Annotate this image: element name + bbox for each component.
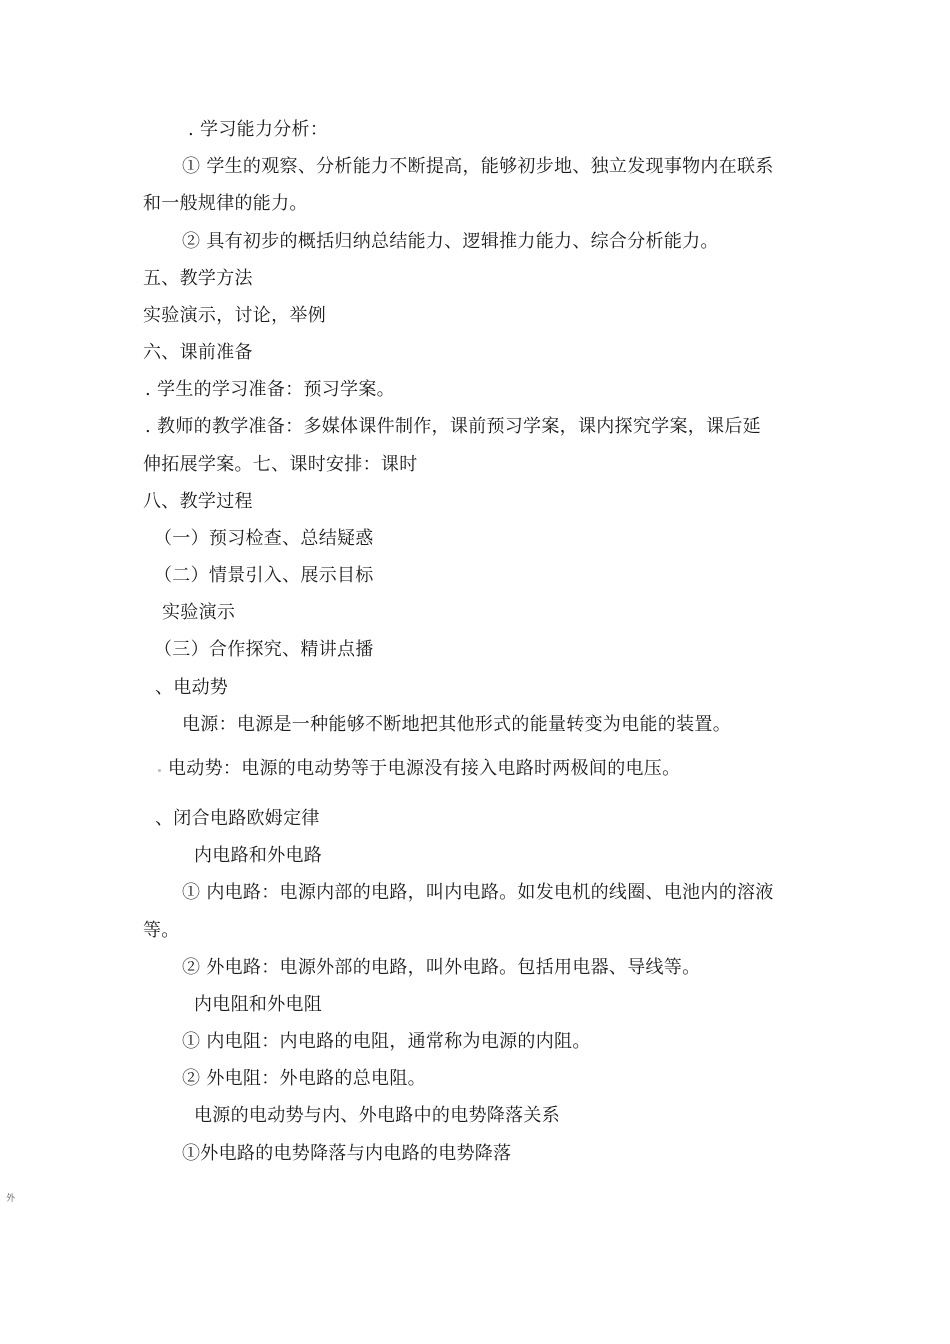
text-line: 实验演示 xyxy=(162,602,236,623)
text-line: ① 内电路：电源内部的电路，叫内电路。如发电机的线圈、电池内的溶液 xyxy=(182,882,774,903)
section-heading: 六、课前准备 xyxy=(143,342,253,363)
subsection-heading: 、电动势 xyxy=(155,677,229,698)
text-line: ① 内电阻：内电路的电阻，通常称为电源的内阻。 xyxy=(182,1031,591,1052)
text-line: 等。 xyxy=(143,920,180,941)
text-line: . 教师的教学准备：多媒体课件制作，课前预习学案，课内探究学案，课后延 xyxy=(145,416,761,437)
text-line: ② 具有初步的概括归纳总结能力、逻辑推力能力、综合分析能力。 xyxy=(182,231,719,252)
section-heading: 五、教学方法 xyxy=(143,268,253,289)
text-line: 和一般规律的能力。 xyxy=(143,193,308,214)
text-line: 伸拓展学案。七、课时安排：课时 xyxy=(143,454,418,475)
text-line: 实验演示，讨论，举例 xyxy=(143,305,326,326)
section-heading: 八、教学过程 xyxy=(143,491,253,512)
text-line: 电源的电动势与内、外电路中的电势降落关系 xyxy=(194,1105,560,1126)
text-line: . 学习能力分析： xyxy=(188,119,329,140)
text-line: （三）合作探究、精讲点播 xyxy=(154,639,374,660)
text-line: （二）情景引入、展示目标 xyxy=(154,565,374,586)
text-line: 电动势：电源的电动势等于电源没有接入电路时两极间的电压。 xyxy=(168,758,681,779)
text-line: ① 学生的观察、分析能力不断提高，能够初步地、独立发现事物内在联系 xyxy=(182,156,774,177)
text-line: 内电路和外电路 xyxy=(194,845,323,866)
margin-note: 外 xyxy=(6,1194,16,1204)
stray-mark xyxy=(158,769,161,772)
subsection-heading: 、闭合电路欧姆定律 xyxy=(155,808,320,829)
text-line: （一）预习检查、总结疑惑 xyxy=(154,528,374,549)
text-line: ② 外电阻：外电路的总电阻。 xyxy=(182,1068,426,1089)
text-line: 内电阻和外电阻 xyxy=(194,994,323,1015)
text-line: ①外电路的电势降落与内电路的电势降落 xyxy=(182,1143,512,1164)
text-line: 电源：电源是一种能够不断地把其他形式的能量转变为电能的装置。 xyxy=(182,714,731,735)
text-line: . 学生的学习准备：预习学案。 xyxy=(145,379,395,400)
text-line: ② 外电路：电源外部的电路，叫外电路。包括用电器、导线等。 xyxy=(182,957,701,978)
